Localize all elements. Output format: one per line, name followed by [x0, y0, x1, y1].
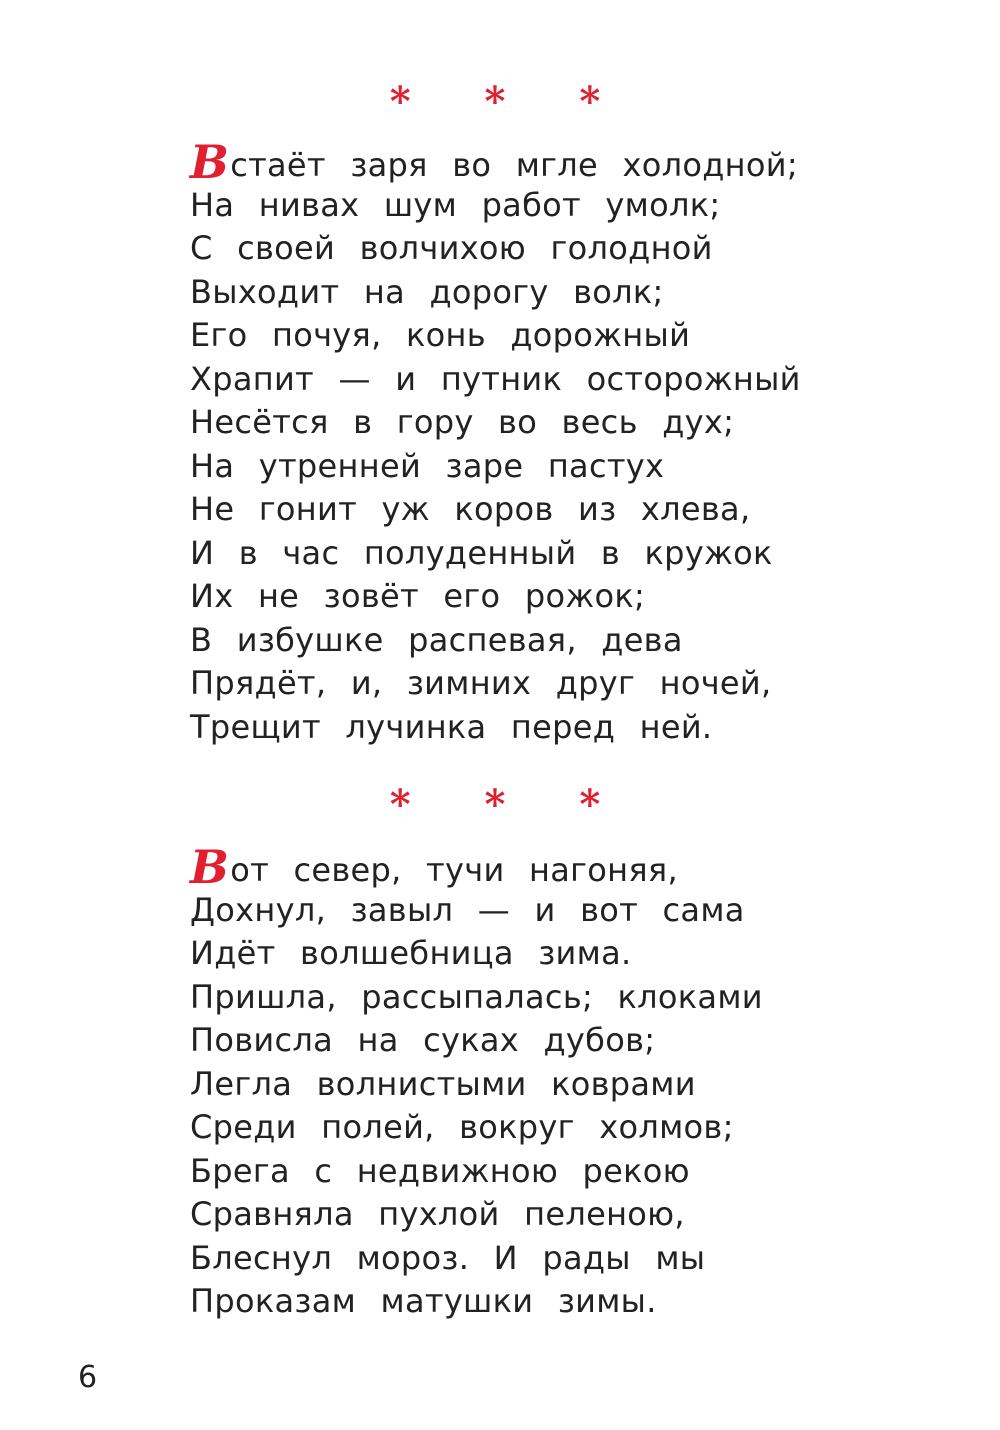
verse-line: Дохнул, завыл — и вот сама — [190, 890, 745, 929]
verse-line: Блеснул мороз. И рады мы — [190, 1238, 706, 1277]
verse-line: Их не зовёт его рожок; — [190, 577, 646, 615]
verse-line: На утренней заре пастух — [190, 446, 665, 485]
stanza-ornament-1: * * * — [389, 78, 631, 125]
dropcap-letter: В — [190, 840, 230, 894]
verse-line: Пришла, рассыпалась; клоками — [190, 977, 763, 1016]
verse-line: Его почуя, конь дорожный — [190, 316, 691, 354]
page-number: 6 — [78, 1360, 98, 1395]
stanza-ornament-2: * * * — [389, 781, 631, 828]
verse-line: Сравняла пухлой пеленою, — [190, 1195, 685, 1233]
stanza-2 — [190, 840, 950, 1324]
verse-line: Несётся в гору во весь дух; — [190, 403, 735, 441]
dropcap-letter: В — [190, 135, 230, 189]
verse-line: Брега с недвижною рекою — [190, 1151, 690, 1190]
verse-line: Идёт волшебница зима. — [190, 934, 632, 972]
verse-line: Проказам матушки зимы. — [190, 1282, 657, 1320]
stanza-1 — [190, 135, 950, 749]
verse-line-text: от север, тучи нагоняя, — [230, 851, 678, 889]
verse-line: С своей волчихою голодной — [190, 229, 713, 267]
verse-line: Повисла на суках дубов; — [190, 1021, 656, 1059]
verse-line: Среди полей, вокруг холмов; — [190, 1108, 734, 1146]
verse-line: И в час полуденный в кружок — [190, 533, 773, 572]
verse-line: Выходит на дорогу волк; — [190, 272, 664, 311]
verse-line — [190, 135, 950, 189]
verse-line: В избушке распевая, дева — [190, 620, 683, 659]
verse-line: Трещит лучинка перед ней. — [190, 707, 713, 746]
verse-line: Не гонит уж коров из хлева, — [190, 490, 751, 528]
verse-line: Прядёт, и, зимних друг ночей, — [190, 664, 772, 702]
verse-line: Храпит — и путник осторожный — [190, 359, 801, 398]
verse-line-text: стаёт заря во мгле холодной; — [230, 146, 798, 184]
verse-line: Легла волнистыми коврами — [190, 1064, 696, 1103]
verse-line — [190, 840, 950, 894]
verse-line: На нивах шум работ умолк; — [190, 185, 721, 224]
